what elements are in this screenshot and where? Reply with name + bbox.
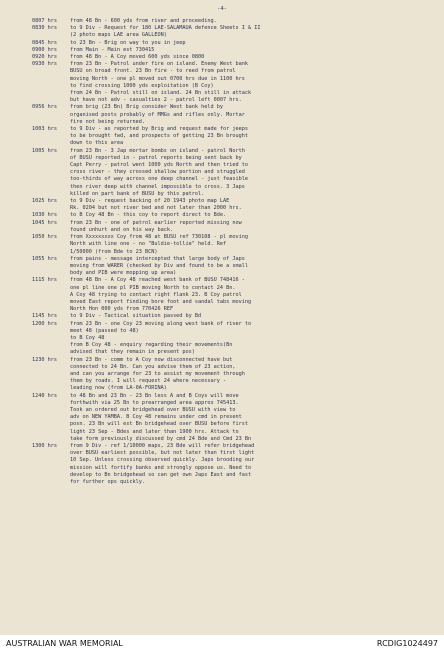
entry-text	[70, 256, 436, 278]
entry-time: 1003 hrs	[32, 126, 57, 133]
entry-time: 1030 hrs	[32, 212, 57, 219]
log-entry	[32, 212, 436, 219]
entry-line: found unhurt and on his way back.	[70, 226, 174, 233]
log-entry	[32, 220, 436, 234]
entry-text	[70, 443, 436, 486]
entry-text	[70, 25, 436, 39]
log-entry	[32, 25, 436, 39]
entry-line: moving from WARER (checked by Div and found to be a small	[70, 262, 249, 269]
entry-line: killed on part bank of BUSU by this patrol.	[70, 190, 205, 197]
log-entry	[32, 277, 436, 313]
entry-text	[70, 313, 436, 320]
entry-line: them by roads. I will request 24 where necessary -	[70, 378, 227, 385]
entry-line: and can you arrange for 23 to assist my movement through	[70, 370, 245, 377]
entry-line: Took an ordered out bridgehead over BUSU with view to	[70, 406, 236, 413]
entry-time: 0830 hrs	[32, 25, 57, 32]
entry-line: forthwith via 25 Bn to prearranged area approx 745413.	[70, 399, 239, 406]
entry-line: from 23 Bn - one of patrol earlier reported missing now	[70, 219, 242, 226]
entry-line: Rk. 0204 but not river bed and not later than 2000 hrs.	[70, 205, 242, 212]
entry-line: Capt Perry - patrol went 1000 yds North and then tried to	[70, 162, 249, 169]
entry-time: 0930 hrs	[32, 61, 57, 68]
log-entry	[32, 342, 436, 356]
entry-line: to B Coy 48	[70, 334, 105, 341]
entry-text	[70, 40, 436, 47]
entry-line: too-thirds of way across one deep channel - just feasible	[70, 176, 249, 183]
entry-line: one pl line one pl PIB moving North to contact 24 Bn.	[70, 284, 236, 291]
log-entry	[32, 357, 436, 393]
log-entry	[32, 234, 436, 256]
archive-footer	[0, 635, 444, 654]
entry-text	[70, 18, 436, 25]
entry-text	[70, 148, 436, 198]
entry-time: 1045 hrs	[32, 219, 57, 226]
log-entry	[32, 393, 436, 443]
entry-line: posn. 23 Bn will est Bn bridgehead over BUSU before first	[70, 421, 249, 428]
entry-text	[70, 321, 436, 335]
entry-text	[70, 234, 436, 256]
entry-line: from B Coy 48 - enquiry regarding their movements(Bn	[70, 342, 233, 349]
entry-text	[70, 90, 436, 104]
entry-time	[32, 335, 70, 342]
entry-line: develop to Bn bridgehead so can get own Japs East and fast	[70, 471, 252, 478]
entry-line: from 23 Bn - Patrol under fire on island. Enemy West bank	[70, 61, 249, 68]
archive-name: AUSTRALIAN WAR MEMORIAL	[6, 639, 123, 648]
entry-line: body and PIB were mopping up area)	[70, 270, 177, 277]
entry-time: 0845 hrs	[32, 39, 57, 46]
entry-line: North with line one - no "Buldie-tollie" held. Ref	[70, 241, 227, 248]
entry-line: to find crossing 1000 yds exploitation (B Coy)	[70, 82, 214, 89]
entry-line: North Hon 000 yds from 770426 REF	[70, 306, 174, 313]
entry-line: to 23 Bn - Brig on way to you in jeep	[70, 39, 186, 46]
entry-line: fire not being returned.	[70, 118, 145, 125]
entry-line: from pains - message intercepted that large body of Japs	[70, 255, 245, 262]
entry-text	[70, 342, 436, 356]
entry-time: 0920 hrs	[32, 54, 57, 61]
entry-time: 1005 hrs	[32, 147, 57, 154]
log-entry	[32, 335, 436, 342]
entry-text	[70, 126, 436, 148]
entry-text	[70, 61, 436, 90]
log-entry	[32, 321, 436, 335]
entry-line: to 9 Div - Tactical situation passed by Bd	[70, 313, 202, 320]
entry-line: A Coy 48 trying to contact right flank 23. B Coy patrol	[70, 291, 242, 298]
entry-line: adv on NEW YAMBA. B Coy 48 remains under cmd in present	[70, 414, 242, 421]
entry-line: connected to 24 Bn. Can you advise them of 23 action,	[70, 363, 236, 370]
entry-line: organised posts probably of MMGs and rifles only. Mortar	[70, 111, 245, 118]
entry-line: from Main - Main est 730415	[70, 46, 155, 53]
entry-line: to 9 Div - as reported by Brig and request made for jeeps	[70, 126, 249, 133]
entry-line: from 24 Bn - Patrol still on island. 24 Bn still in attack	[70, 90, 252, 97]
entry-line: meet 48 (passed to 48)	[70, 327, 139, 334]
entry-time: 1025 hrs	[32, 198, 57, 205]
entry-line: light 23 Sep - Bdes and later than 1900 hrs. Attack to	[70, 428, 239, 435]
entry-line: to 9 Div - request backing of 20 1943 photo map LAE	[70, 198, 230, 205]
entry-line: leading now (from LA-0A-FORINA)	[70, 385, 167, 392]
entry-text	[70, 54, 436, 61]
log-entry	[32, 443, 436, 486]
entry-line: from 9 Div - ref 1/10000 maps, 23 Bde will refer bridgehead	[70, 442, 255, 449]
entry-line: 10 Sep. Unless crossing observed quickly. Japs brooding our	[70, 457, 255, 464]
entry-line: then river deep with channel impossible to cross. 3 Japs	[70, 183, 245, 190]
entry-time	[32, 90, 70, 104]
entry-text	[70, 47, 436, 54]
entry-text	[70, 335, 436, 342]
entry-time	[32, 342, 70, 356]
entry-line: take form previously discussed by cmd 24 Bde and Cmd 23 Bn	[70, 435, 252, 442]
entry-line: from 23 Bn - comm to A Coy now disconnected have but	[70, 356, 233, 363]
entry-time: 1055 hrs	[32, 255, 57, 262]
entry-time: 0900 hrs	[32, 46, 57, 53]
entry-line: 1/50000 (from Bde to 23 BCN)	[70, 248, 158, 255]
log-entry	[32, 54, 436, 61]
entry-text	[70, 220, 436, 234]
log-entry	[32, 313, 436, 320]
entry-time: 1050 hrs	[32, 234, 57, 241]
entry-line: to be brought fwd, and prospects of getting 23 Bn brought	[70, 133, 249, 140]
entry-line: (2 photo maps LAE area GALLEON)	[70, 32, 167, 39]
entry-line: from 48 Bn - 600 yds from river and proceeding.	[70, 18, 217, 24]
entry-time: 1300 hrs	[32, 442, 57, 449]
page-number: -4-	[217, 6, 227, 12]
entry-time: 1145 hrs	[32, 313, 57, 320]
entry-text	[70, 198, 436, 212]
entry-line: BUSU on broad front. 23 Bn fire - to reed from patrol	[70, 68, 236, 75]
entry-text	[70, 357, 436, 393]
log-entry	[32, 198, 436, 212]
entry-line: for further ops quickly.	[70, 479, 145, 485]
entry-line: moving North - one pl moved out 0700 hrs due in 1100 hrs	[70, 75, 245, 82]
entry-line: from 48 Bn - A Coy 48 reached west bank of BUSU 748416 -	[70, 277, 245, 284]
entry-line: of BUSU reported in - patrol reports being sent back by	[70, 154, 242, 161]
entry-text	[70, 212, 436, 219]
log-entry	[32, 126, 436, 148]
entry-line: mission will fortify banks and strongly oppose us. Need to	[70, 464, 252, 471]
log-entry	[32, 61, 436, 90]
archive-reference: RCDIG1024497	[376, 639, 438, 648]
entry-line: over BUSU earliest possible, but not later than first light	[70, 450, 255, 457]
entry-line: to 9 Div - Request for 180 LAE-SALAMAUA defence Sheets I & II	[70, 25, 261, 32]
entry-time: 0956 hrs	[32, 104, 57, 111]
log-entry	[32, 47, 436, 54]
entry-line: moved East report finding bore foot and sandal tabs moving	[70, 298, 252, 305]
log-entry	[32, 40, 436, 47]
log-entry	[32, 148, 436, 198]
entry-text	[70, 104, 436, 126]
entry-line: from 23 Bn - one Coy 23 moving along west bank of river to	[70, 320, 252, 327]
entry-time: 1230 hrs	[32, 356, 57, 363]
entry-time: 1200 hrs	[32, 320, 57, 327]
log-entry	[32, 18, 436, 25]
entry-line: to 48 Bn and 23 Bn - 23 Bn less A and B Coys will move	[70, 392, 239, 399]
entry-line: from Xxxxxxxxx Coy from 48 at BUSU ref 730108 - pl moving	[70, 234, 249, 241]
entry-line: from 23 Bn - 3 Jap mortar bombs on island - patrol North	[70, 147, 245, 154]
log-entry	[32, 256, 436, 278]
entry-time: 1240 hrs	[32, 392, 57, 399]
entry-line: cross river - they crossed shallow portion and struggled	[70, 169, 245, 176]
entry-text	[70, 277, 436, 313]
entry-text	[70, 393, 436, 443]
log-entry	[32, 90, 436, 104]
entry-line: down to this area	[70, 140, 124, 147]
war-diary-log	[32, 18, 436, 486]
entry-line: from 48 Bn - A Coy moved 600 yds since 0800	[70, 54, 205, 61]
entry-line: but have not adv - casualties 2 - patrol left 0007 hrs.	[70, 97, 242, 104]
entry-line: advised that they remain in present pos)	[70, 349, 195, 356]
entry-time: 1115 hrs	[32, 277, 57, 284]
entry-line: from brig (23 Bn) Brig consider West bank held by	[70, 104, 224, 111]
log-entry	[32, 104, 436, 126]
entry-line: to B Coy 48 Bn - this coy to report direct to Bde.	[70, 212, 227, 219]
entry-time: 0807 hrs	[32, 18, 57, 24]
